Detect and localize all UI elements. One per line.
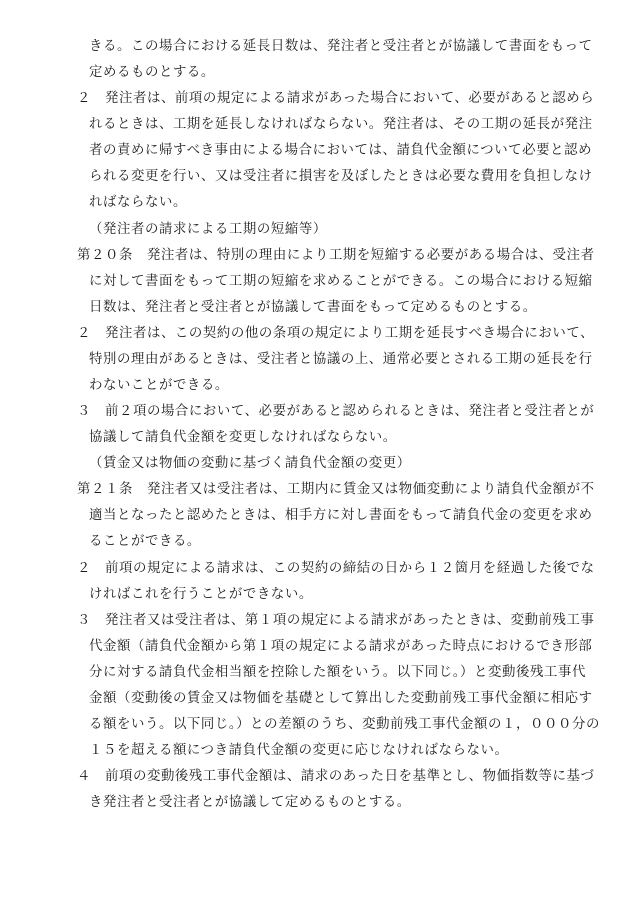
text-line: 金額（変動後の賃金又は物価を基礎として算出した変動前残工事代金額に相応す: [89, 691, 593, 706]
text-line: ２ 前項の規定による請求は、この契約の締結の日から１２箇月を経過した後でな: [77, 561, 595, 576]
text-line: ２ 発注者は、前項の規定による請求があった場合において、必要があると認めら: [77, 91, 595, 106]
text-line: １５を超える額につき請負代金額の変更に応じなければならない。: [89, 743, 509, 758]
article-heading: （発注者の請求による工期の短縮等）: [89, 222, 327, 237]
text-line: 第２１条 発注者又は受注者は、工期内に賃金又は物価変動により請負代金額が不: [77, 482, 595, 497]
text-line: わないことができる。: [89, 378, 229, 393]
text-line: 分に対する請負代金相当額を控除した額をいう。以下同じ。）と変動後残工事代: [89, 665, 586, 680]
text-line: きる。この場合における延長日数は、発注者と受注者とが協議して書面をもって: [89, 39, 593, 54]
text-line: 第２０条 発注者は、特別の理由により工期を短縮する必要がある場合は、受注者: [77, 248, 595, 263]
text-line: 者の責めに帰すべき事由による場合においては、請負代金額について必要と認め: [89, 143, 593, 158]
text-line: る額をいう。以下同じ。）との差額のうち、変動前残工事代金額の１，０００分の: [89, 717, 600, 732]
text-line: に対して書面をもって工期の短縮を求めることができる。この場合における短縮: [89, 274, 593, 289]
text-line: 代金額（請負代金額から第１項の規定による請求があった時点におけるでき形部: [89, 639, 593, 654]
text-line: き発注者と受注者とが協議して定めるものとする。: [89, 795, 411, 810]
text-line: 日数は、発注者と受注者とが協議して書面をもって定めるものとする。: [89, 300, 537, 315]
text-line: ４ 前項の変動後残工事代金額は、請求のあった日を基準とし、物価指数等に基づ: [77, 769, 595, 784]
text-line: れるときは、工期を延長しなければならない。発注者は、その工期の延長が発注: [89, 117, 593, 132]
text-line: ３ 発注者又は受注者は、第１項の規定による請求があったときは、変動前残工事: [77, 613, 595, 628]
text-line: 特別の理由があるときは、受注者と協議の上、通常必要とされる工期の延長を行: [89, 352, 593, 367]
article-heading: （賃金又は物価の変動に基づく請負代金額の変更）: [89, 456, 411, 471]
text-line: 適当となったと認めたときは、相手方に対し書面をもって請負代金の変更を求め: [89, 508, 593, 523]
text-line: 協議して請負代金額を変更しなければならない。: [89, 430, 397, 445]
text-line: ることができる。: [89, 534, 201, 549]
text-line: ければこれを行うことができない。: [89, 587, 313, 602]
text-line: られる変更を行い、又は受注者に損害を及ぼしたときは必要な費用を負担しなけ: [89, 169, 593, 184]
text-line: ３ 前２項の場合において、必要があると認められるときは、発注者と受注者とが: [77, 404, 595, 419]
text-line: ２ 発注者は、この契約の他の条項の規定により工期を延長すべき場合において、: [77, 326, 595, 341]
text-line: ればならない。: [89, 195, 187, 210]
text-line: 定めるものとする。: [89, 65, 215, 80]
